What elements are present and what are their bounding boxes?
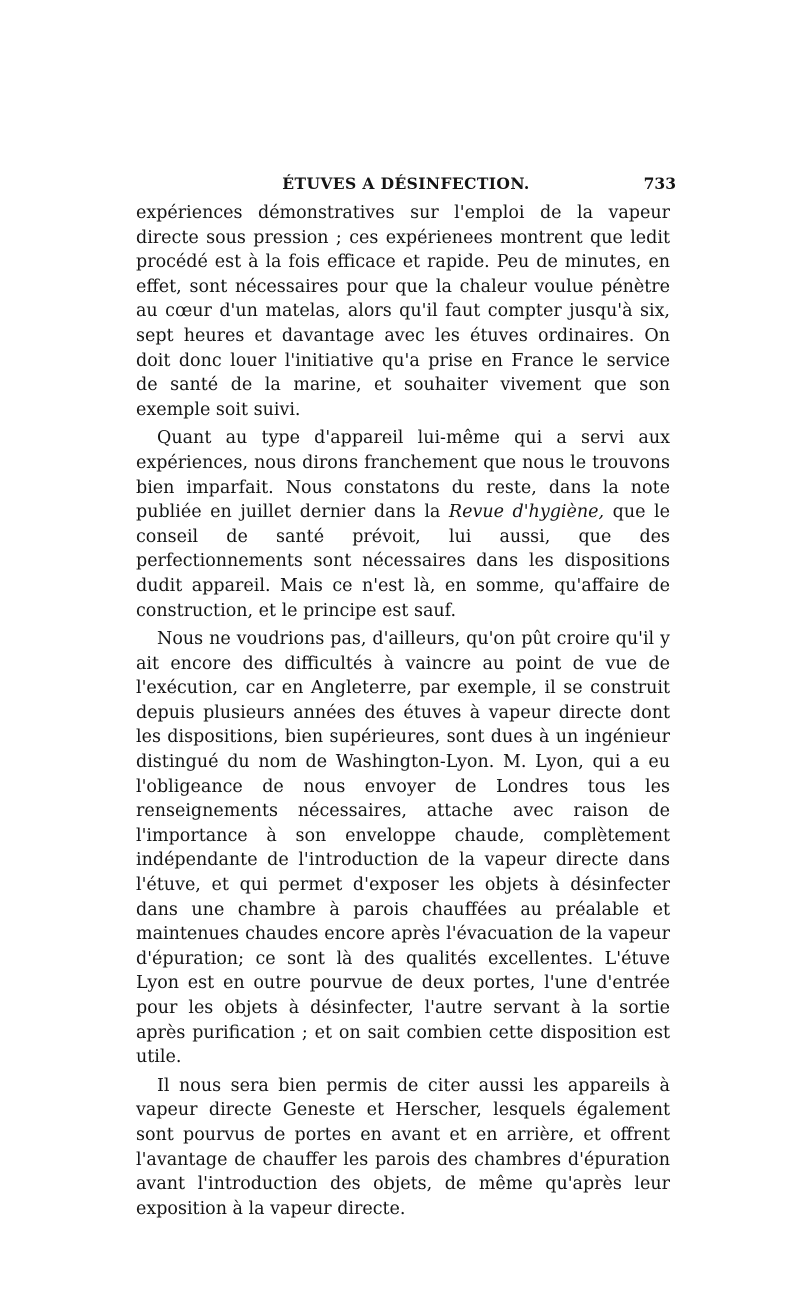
running-header <box>136 174 676 196</box>
paragraph-2-text-before: Quant au type d'appareil lui-même qui a servi aux expériences, nous dirons franchement que nous le trouvons bien imparfait. Nous constatons du reste, dans la note publiée en juillet dernier dans la <box>136 428 670 523</box>
running-title: ÉTUVES A DÉSINFECTION. <box>282 174 530 193</box>
paragraph-1: expériences démonstratives sur l'emploi de la vapeur directe sous pression ; ces expérienees montrent que ledit procédé est à la fois efficace et rapide. Peu de minutes, en effet, sont nécessaires pour que la chaleur voulue pénètre au cœur d'un matelas, alors qu'il faut compter jusqu'à six, sept heures et davantage avec les étuves ordinaires. On doit donc louer l'initiative qu'a prise en France le service de santé de la marine, et souhaiter vivement que son exemple soit suivi. <box>136 203 670 420</box>
paragraph-4: Il nous sera bien permis de citer aussi les appareils à vapeur directe Geneste et Herscher, lesquels également sont pourvus de portes en avant et en arrière, et offrent l'avantage de chauffer les parois des chambres d'épuration avant l'introduction des objets, de même qu'après leur exposition à la vapeur directe. <box>136 1075 670 1219</box>
paragraph-2 <box>136 426 670 623</box>
journal-title: Revue d'hygiène, <box>448 502 605 523</box>
body-text <box>136 201 670 1225</box>
paragraph-2-text-after: que le conseil de santé prévoit, lui aussi, que des perfectionnements sont nécessaires dans les dispositions dudit appareil. Mais ce n'est là, en somme, qu'affaire de construction, et le principe est sauf. <box>136 502 670 621</box>
page-number: 733 <box>643 174 676 193</box>
paragraph-3: Nous ne voudrions pas, d'ailleurs, qu'on pût croire qu'il y ait encore des difficultés à vaincre au point de vue de l'exécution, car en Angleterre, par exemple, il se construit depuis plusieurs années des étuves à vapeur directe dont les dispositions, bien supérieures, sont dues à un ingénieur distingué du nom de Washington-Lyon. M. Lyon, qui a eu l'obligeance de nous envoyer de Londres tous les renseignements nécessaires, attache avec raison de l'importance à son enveloppe chaude, complètement indépendante de l'introduction de la vapeur directe dans l'étuve, et qui permet d'exposer les objets à désinfecter dans une chambre à parois chauffées au préalable et maintenues chaudes encore après l'évacuation de la vapeur d'épuration; ce sont là des qualités excellentes. L'étuve Lyon est en outre pourvue de deux portes, l'une d'entrée pour les objets à désinfecter, l'autre servant à la sortie après purification ; et on sait combien cette disposition est utile. <box>136 629 670 1068</box>
